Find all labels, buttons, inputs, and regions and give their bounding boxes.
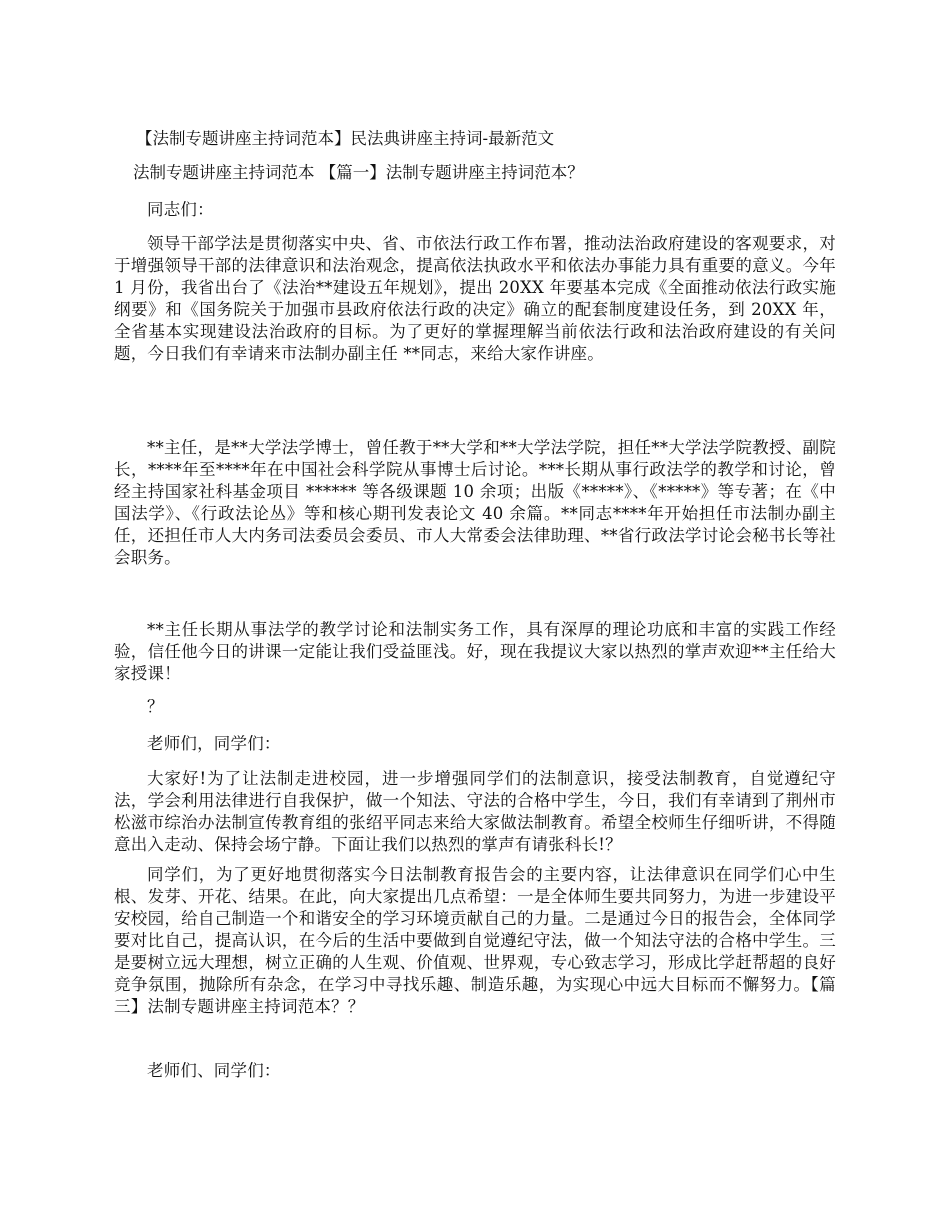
document-subtitle: 法制专题讲座主持词范本 【篇一】法制专题讲座主持词范本？ — [133, 163, 584, 182]
paragraph-question-mark: ？ — [147, 697, 164, 716]
paragraph-teachers-students: 老师们，同学们： — [147, 734, 281, 753]
document-title: 【法制专题讲座主持词范本】民法典讲座主持词-最新范文 — [136, 129, 555, 148]
paragraph-speaker-bio: **主任，是**大学法学博士，曾任教于**大学和**大学法学院，担任**大学法学院教授、副院长，****年至****年在中国社会科学院从事博士后讨论。***长期从事行政法学的教学和讨论，曾经主持国家社科基金项目 ****** 等各级课题 10 余项；出版《*****》、《*****》等专著；在《中国法学》、《行政法论丛》等和核心期刊发表论文 40 余篇。**同志****年开始担任市法制办副主任，还担任市人大内务司法委员会委员、市人大常委会法律助理、**省行政法学讨论会秘书长等社会职务。 — [114, 438, 836, 567]
paragraph-greeting: 同志们： — [147, 200, 214, 219]
paragraph-hopes: 同学们，为了更好地贯彻落实今日法制教育报告会的主要内容，让法律意识在同学们心中生根、发芽、开花、结果。在此，向大家提出几点希望：一是全体师生要共同努力，为进一步建设平安校园，给自己制造一个和谐安全的学习环境贡献自己的力量。二是通过今日的报告会，全体同学要对比自己，提高认识，在今后的生活中要做到自觉遵纪守法，做一个知法守法的合格中学生。三是要树立远大理想，树立正确的人生观、价值观、世界观，专心致志学习，形成比学赶帮超的良好竞争氛围，抛除所有杂念，在学习中寻找乐趣、制造乐趣，为实现心中远大目标而不懈努力。【篇三】法制专题讲座主持词范本？？ — [114, 865, 836, 1016]
paragraph-introduction: 领导干部学法是贯彻落实中央、省、市依法行政工作布署，推动法治政府建设的客观要求，对于增强领导干部的法律意识和法治观念，提高依法执政水平和依法办事能力具有重要的意义。今年 1 月份，我省出台了《法治**建设五年规划》，提出 20XX 年要基本完成《全面推动依法行政实施纲要》和《国务院关于加强市县政府依法行政的决定》确立的配套制度建设任务，到 20XX 年，全省基本实现建设法治政府的目标。为了更好的掌握理解当前依法行政和法治政府建设的有关问题，今日我们有幸请来市法制办副主任 **同志，来给大家作讲座。 — [114, 234, 836, 363]
paragraph-school-opening: 大家好!为了让法制走进校园，进一步增强同学们的法制意识，接受法制教育，自觉遵纪守法，学会利用法律进行自我保护，做一个知法、守法的合格中学生，今日，我们有幸请到了荆州市松滋市综治办法制宣传教育组的张绍平同志来给大家做法制教育。希望全校师生仔细听讲，不得随意出入走动、保持会场宁静。下面让我们以热烈的掌声有请张科长!？ — [114, 769, 836, 854]
paragraph-welcome: **主任长期从事法学的教学讨论和法制实务工作，具有深厚的理论功底和丰富的实践工作经验，信任他今日的讲课一定能让我们受益匪浅。好，现在我提议大家以热烈的掌声欢迎**主任给大家授课！ — [114, 620, 836, 683]
paragraph-closing-greeting: 老师们、同学们： — [147, 1061, 281, 1080]
